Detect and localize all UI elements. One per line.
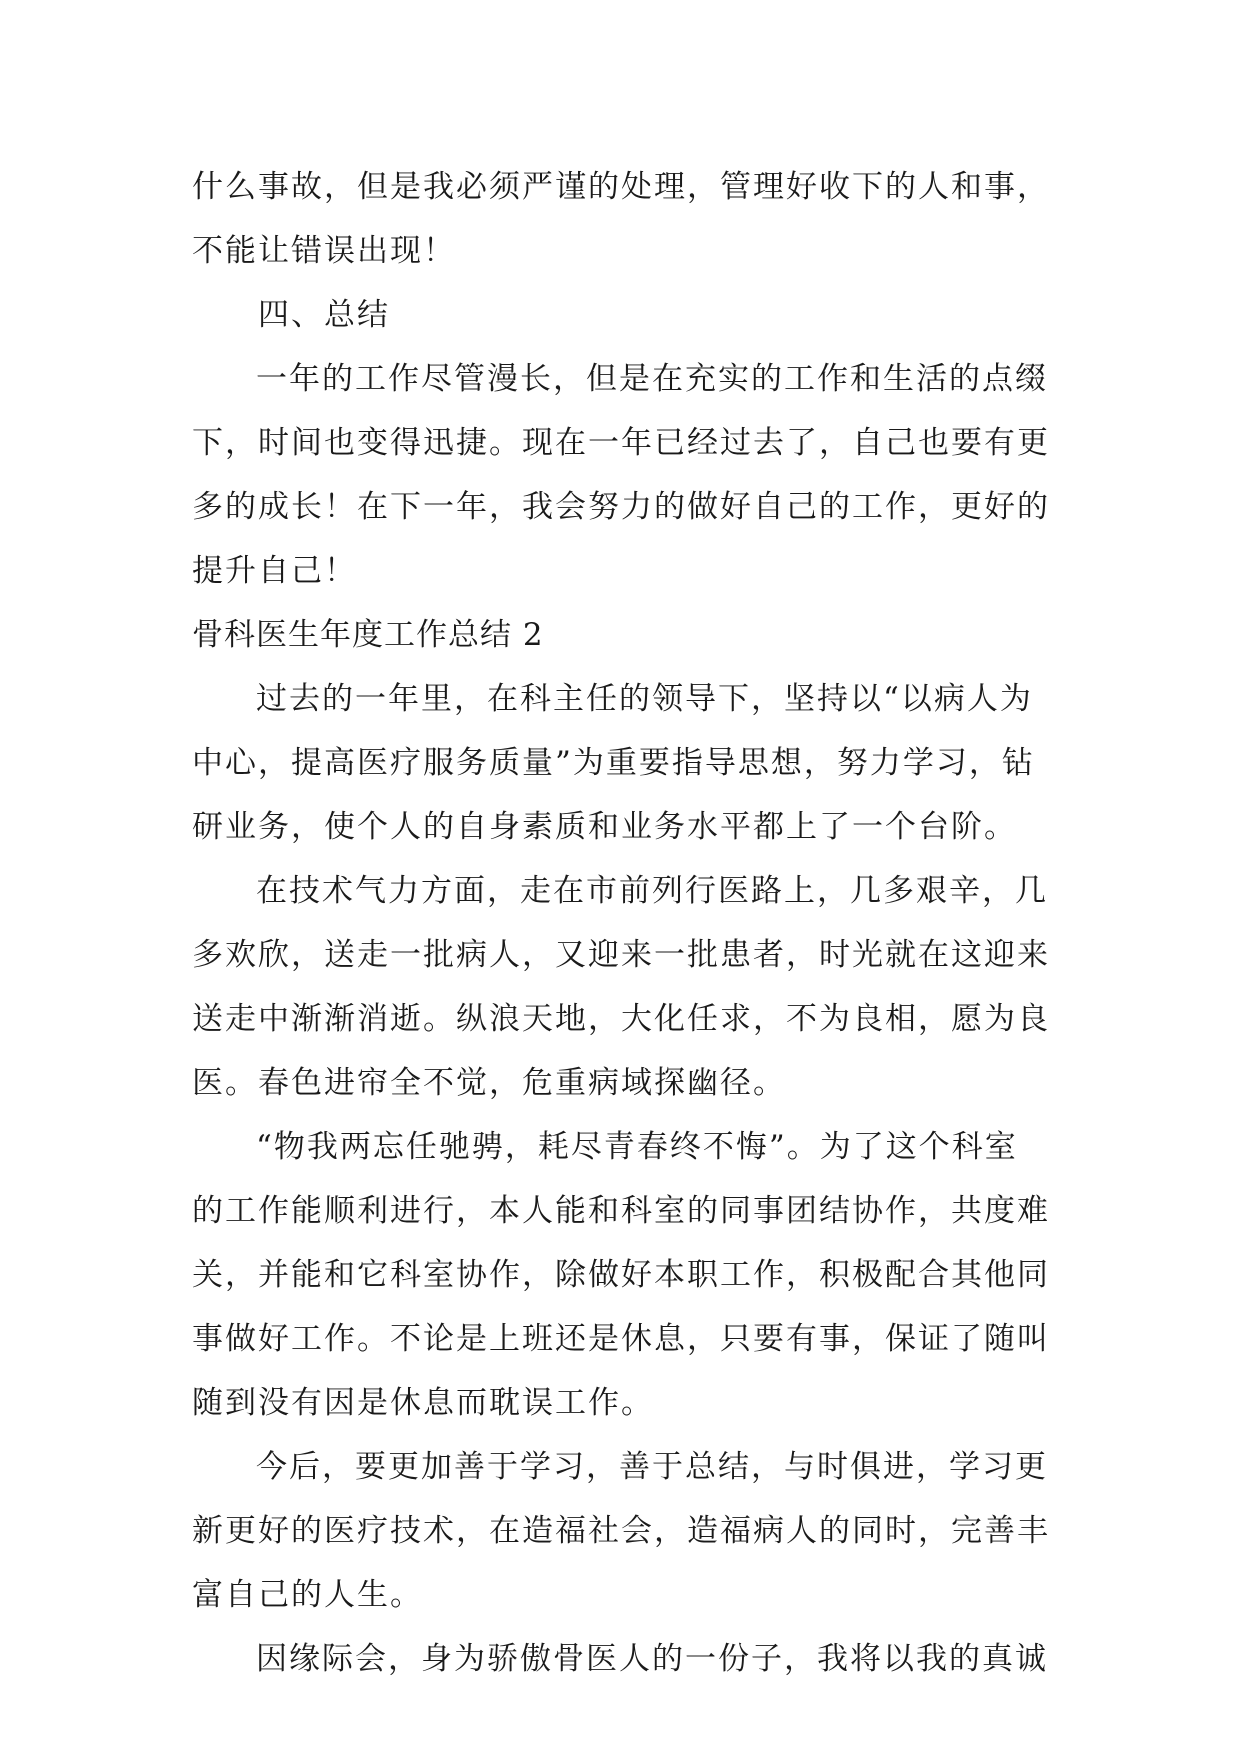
paragraph-line: 多的成长！在下一年，我会努力的做好自己的工作，更好的	[192, 489, 1050, 525]
paragraph-line: 多欢欣，送走一批病人，又迎来一批患者，时光就在这迎来	[192, 937, 1050, 973]
paragraph-line: “物我两忘任驰骋，耗尽青春终不悔”。为了这个科室	[256, 1129, 1018, 1165]
paragraph-line: 过去的一年里，在科主任的领导下，坚持以“以病人为	[256, 681, 1033, 717]
paragraph-line: 提升自己！	[192, 553, 357, 589]
paragraph-line: 一年的工作尽管漫长，但是在充实的工作和生活的点缀	[256, 361, 1048, 397]
document-title: 骨科医生年度工作总结 2	[192, 617, 544, 653]
paragraph-line: 因缘际会，身为骄傲骨医人的一份子，我将以我的真诚	[256, 1641, 1048, 1677]
paragraph-line: 在技术气力方面，走在市前列行医路上，几多艰辛，几	[256, 873, 1048, 909]
paragraph-line: 随到没有因是休息而耽误工作。	[192, 1385, 654, 1421]
paragraph-line: 下，时间也变得迅捷。现在一年已经过去了，自己也要有更	[192, 425, 1050, 461]
paragraph-line: 送走中渐渐消逝。纵浪天地，大化任求，不为良相，愿为良	[192, 1001, 1050, 1037]
paragraph-line: 什么事故，但是我必须严谨的处理，管理好收下的人和事，	[192, 169, 1050, 205]
paragraph-line: 事做好工作。不论是上班还是休息，只要有事，保证了随叫	[192, 1321, 1050, 1357]
paragraph-line: 研业务，使个人的自身素质和业务水平都上了一个台阶。	[192, 809, 1017, 845]
paragraph-line: 富自己的人生。	[192, 1577, 423, 1613]
paragraph-line: 中心，提高医疗服务质量”为重要指导思想，努力学习，钻	[192, 745, 1035, 781]
paragraph-line: 今后，要更加善于学习，善于总结，与时俱进，学习更	[256, 1449, 1048, 1485]
paragraph-line: 关，并能和它科室协作，除做好本职工作，积极配合其他同	[192, 1257, 1050, 1293]
paragraph-line: 不能让错误出现！	[192, 233, 456, 269]
document-body	[192, 163, 1052, 1699]
paragraph-line: 医。春色进帘全不觉，危重病域探幽径。	[192, 1065, 786, 1101]
paragraph-line: 新更好的医疗技术，在造福社会，造福病人的同时，完善丰	[192, 1513, 1050, 1549]
section-heading: 四、总结	[258, 297, 390, 333]
paragraph-line: 的工作能顺利进行，本人能和科室的同事团结协作，共度难	[192, 1193, 1050, 1229]
